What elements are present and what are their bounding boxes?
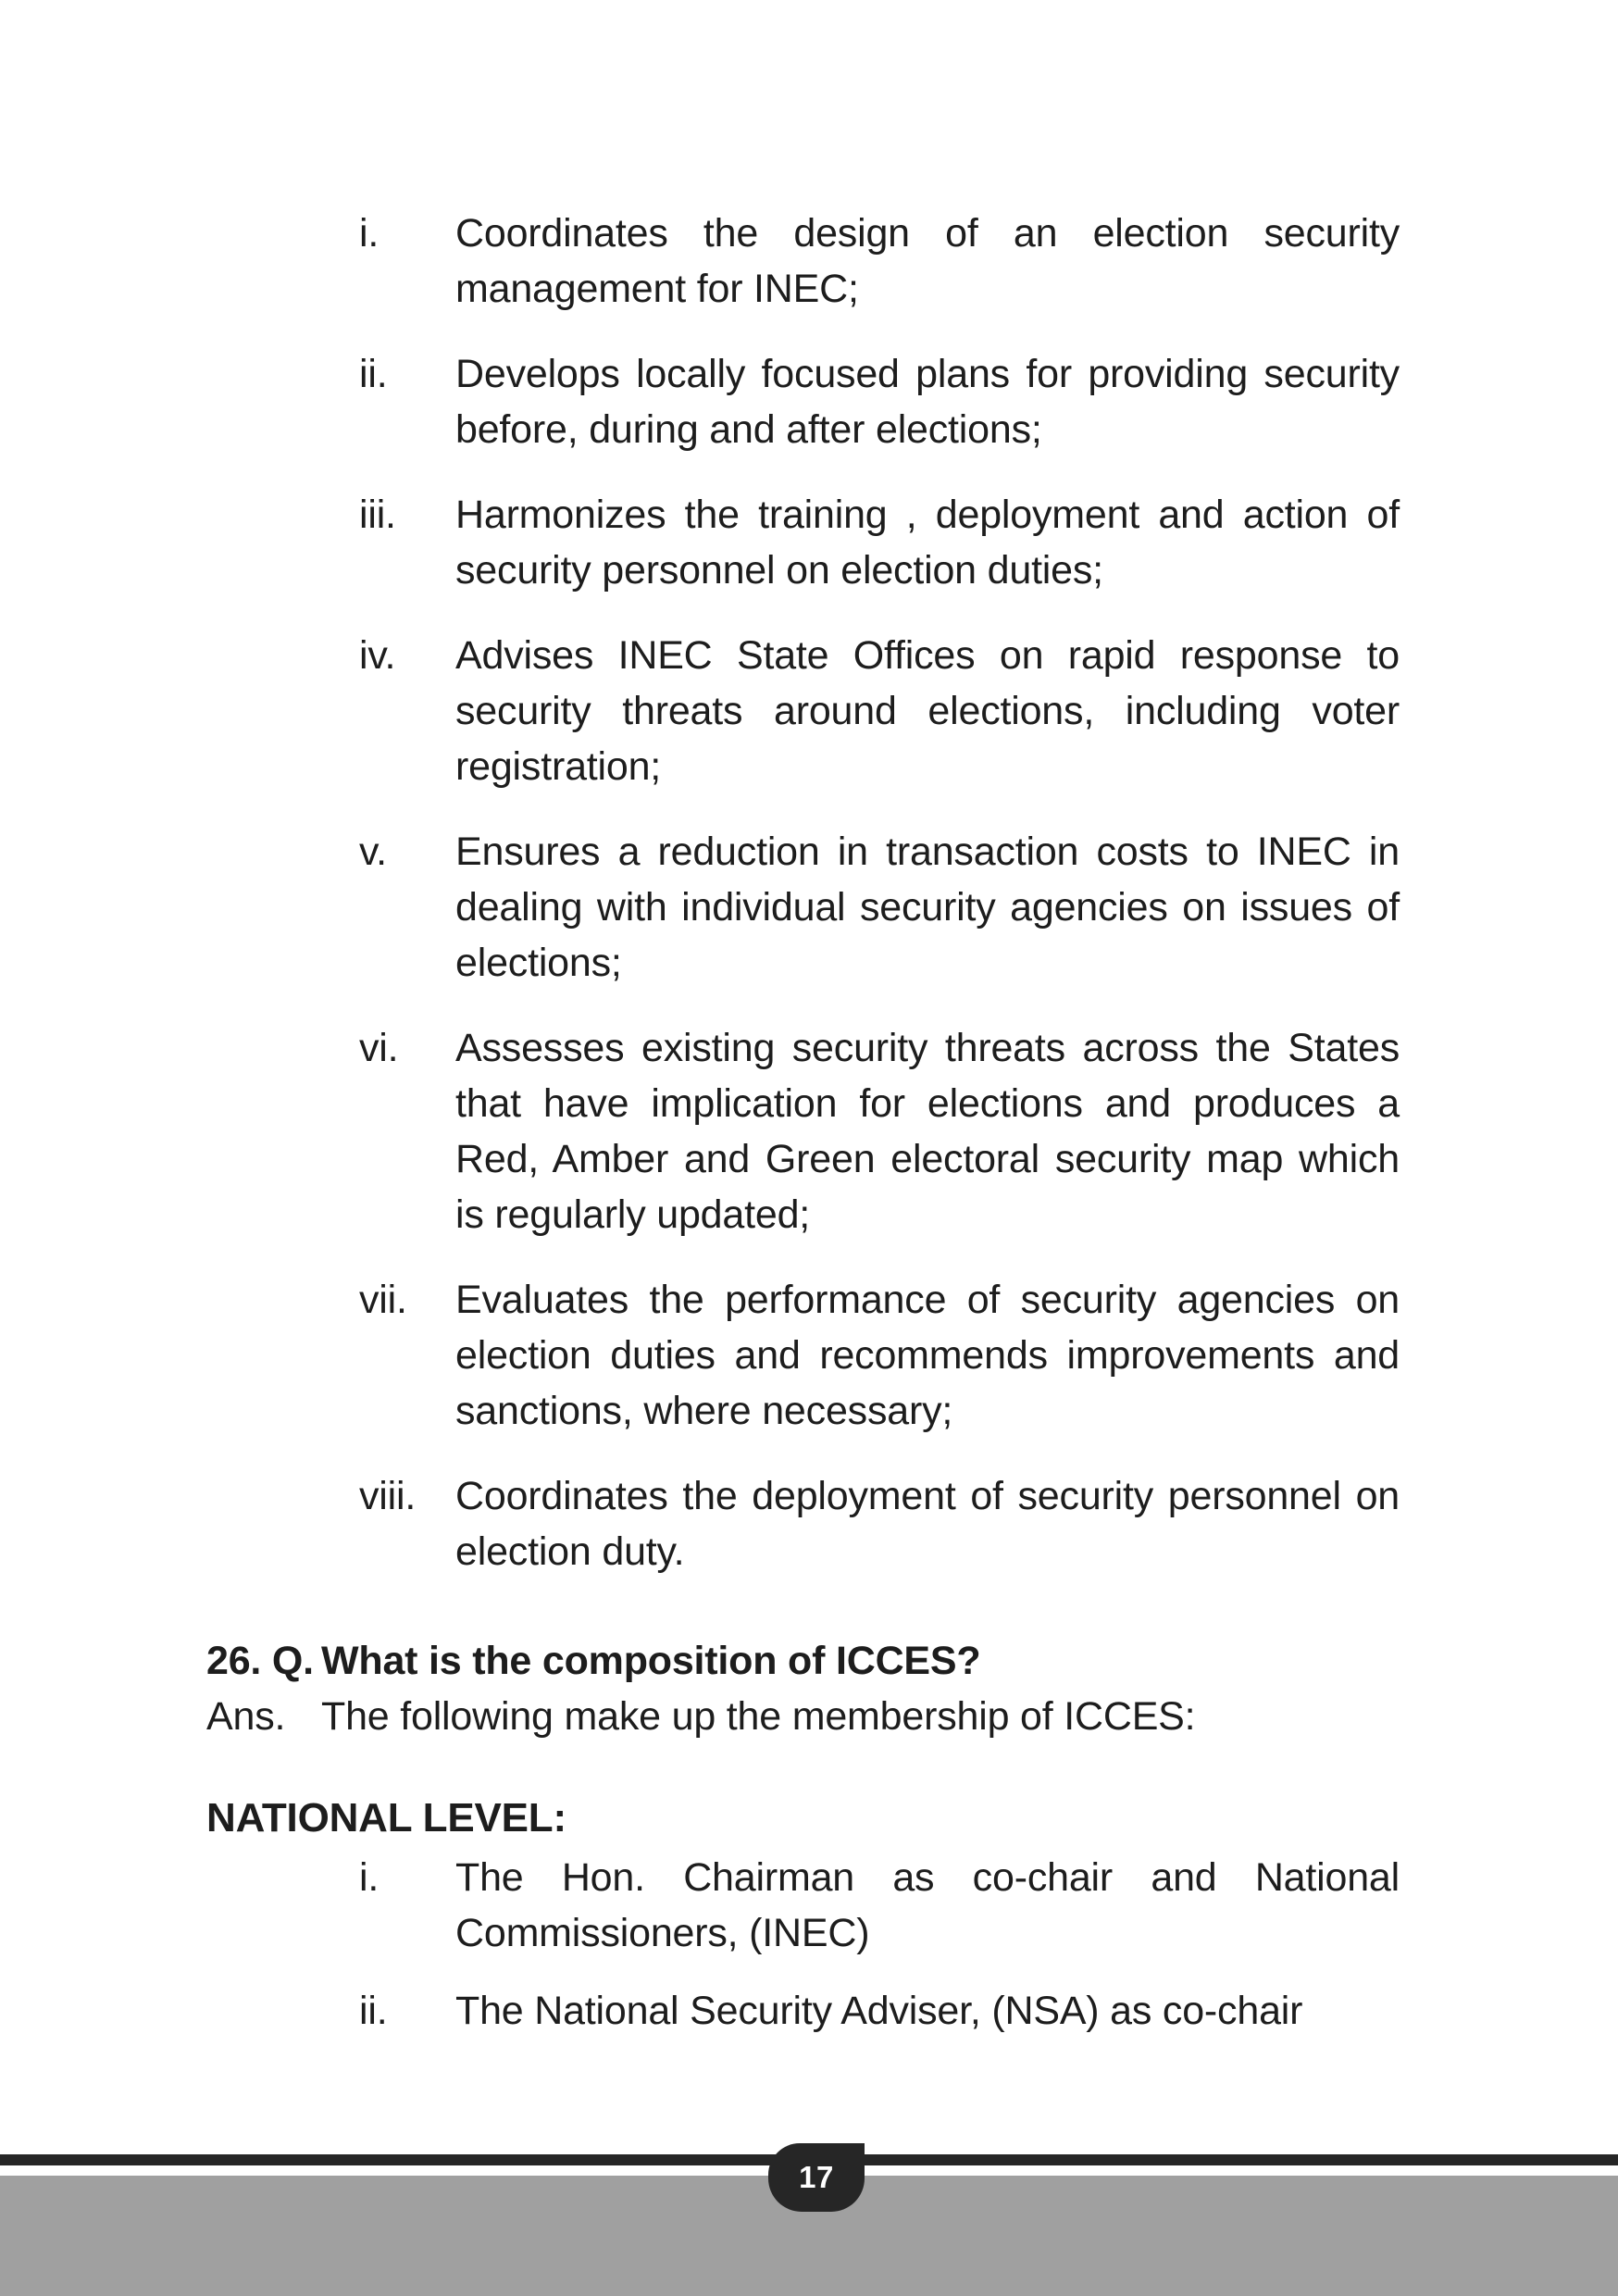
list-item-text: Advises INEC State Offices on rapid response to security threats around elections, including voter registration; bbox=[455, 633, 1400, 789]
list-item bbox=[359, 1272, 1400, 1439]
list-item-number: ii. bbox=[359, 1989, 388, 2033]
list-item-number: i. bbox=[359, 211, 380, 256]
list-item bbox=[359, 1020, 1400, 1242]
question-number: 26. Q. bbox=[206, 1639, 314, 1683]
list-item-text: Coordinates the design of an election security management for INEC; bbox=[455, 211, 1400, 311]
list-item-number: v. bbox=[359, 830, 387, 874]
list-item-number: iv. bbox=[359, 633, 396, 678]
list-item-number: vi. bbox=[359, 1026, 399, 1070]
list-item-number: viii. bbox=[359, 1474, 417, 1518]
list-item-number: i. bbox=[359, 1855, 380, 1900]
page-content bbox=[0, 206, 1618, 2061]
answer-text: The following make up the membership of ICCES: bbox=[321, 1694, 1196, 1739]
question-text: What is the composition of ICCES? bbox=[321, 1639, 981, 1683]
list-item-text: Develops locally focused plans for providing security before, during and after elections; bbox=[455, 352, 1400, 452]
list-item bbox=[359, 628, 1400, 794]
list-item bbox=[359, 1850, 1400, 1961]
page-number-badge bbox=[768, 2143, 865, 2212]
list-item-text: Harmonizes the training , deployment and action of security personnel on election duties; bbox=[455, 493, 1400, 593]
question-row bbox=[206, 1633, 1413, 1689]
list-item bbox=[359, 346, 1400, 457]
list-item-text: The Hon. Chairman as co-chair and National Commissioners, (INEC) bbox=[455, 1855, 1400, 1955]
list-item bbox=[359, 487, 1400, 598]
list-item-number: iii. bbox=[359, 493, 396, 537]
national-level-list bbox=[0, 1850, 1618, 2039]
list-item bbox=[359, 1983, 1400, 2039]
list-item bbox=[359, 1468, 1400, 1579]
section-heading: NATIONAL LEVEL: bbox=[206, 1795, 566, 1841]
list-item-text: Assesses existing security threats across the States that have implication for elections and produces a Red, Amber and Green electoral security map which is regularly updated; bbox=[455, 1026, 1400, 1237]
list-item bbox=[359, 206, 1400, 317]
page-number: 17 bbox=[799, 2160, 834, 2194]
duties-list bbox=[0, 206, 1618, 1579]
list-item-text: Ensures a reduction in transaction costs to INEC in dealing with individual security agencies on issues of elections; bbox=[455, 830, 1400, 985]
answer-row bbox=[206, 1689, 1413, 1744]
list-item-text: The National Security Adviser, (NSA) as co-chair bbox=[455, 1989, 1303, 2033]
answer-label: Ans. bbox=[206, 1694, 286, 1739]
list-item-text: Coordinates the deployment of security personnel on election duty. bbox=[455, 1474, 1400, 1574]
list-item-number: ii. bbox=[359, 352, 388, 396]
list-item-text: Evaluates the performance of security agencies on election duties and recommends improvements and sanctions, where necessary; bbox=[455, 1278, 1400, 1433]
list-item-number: vii. bbox=[359, 1278, 407, 1322]
list-item bbox=[359, 824, 1400, 991]
